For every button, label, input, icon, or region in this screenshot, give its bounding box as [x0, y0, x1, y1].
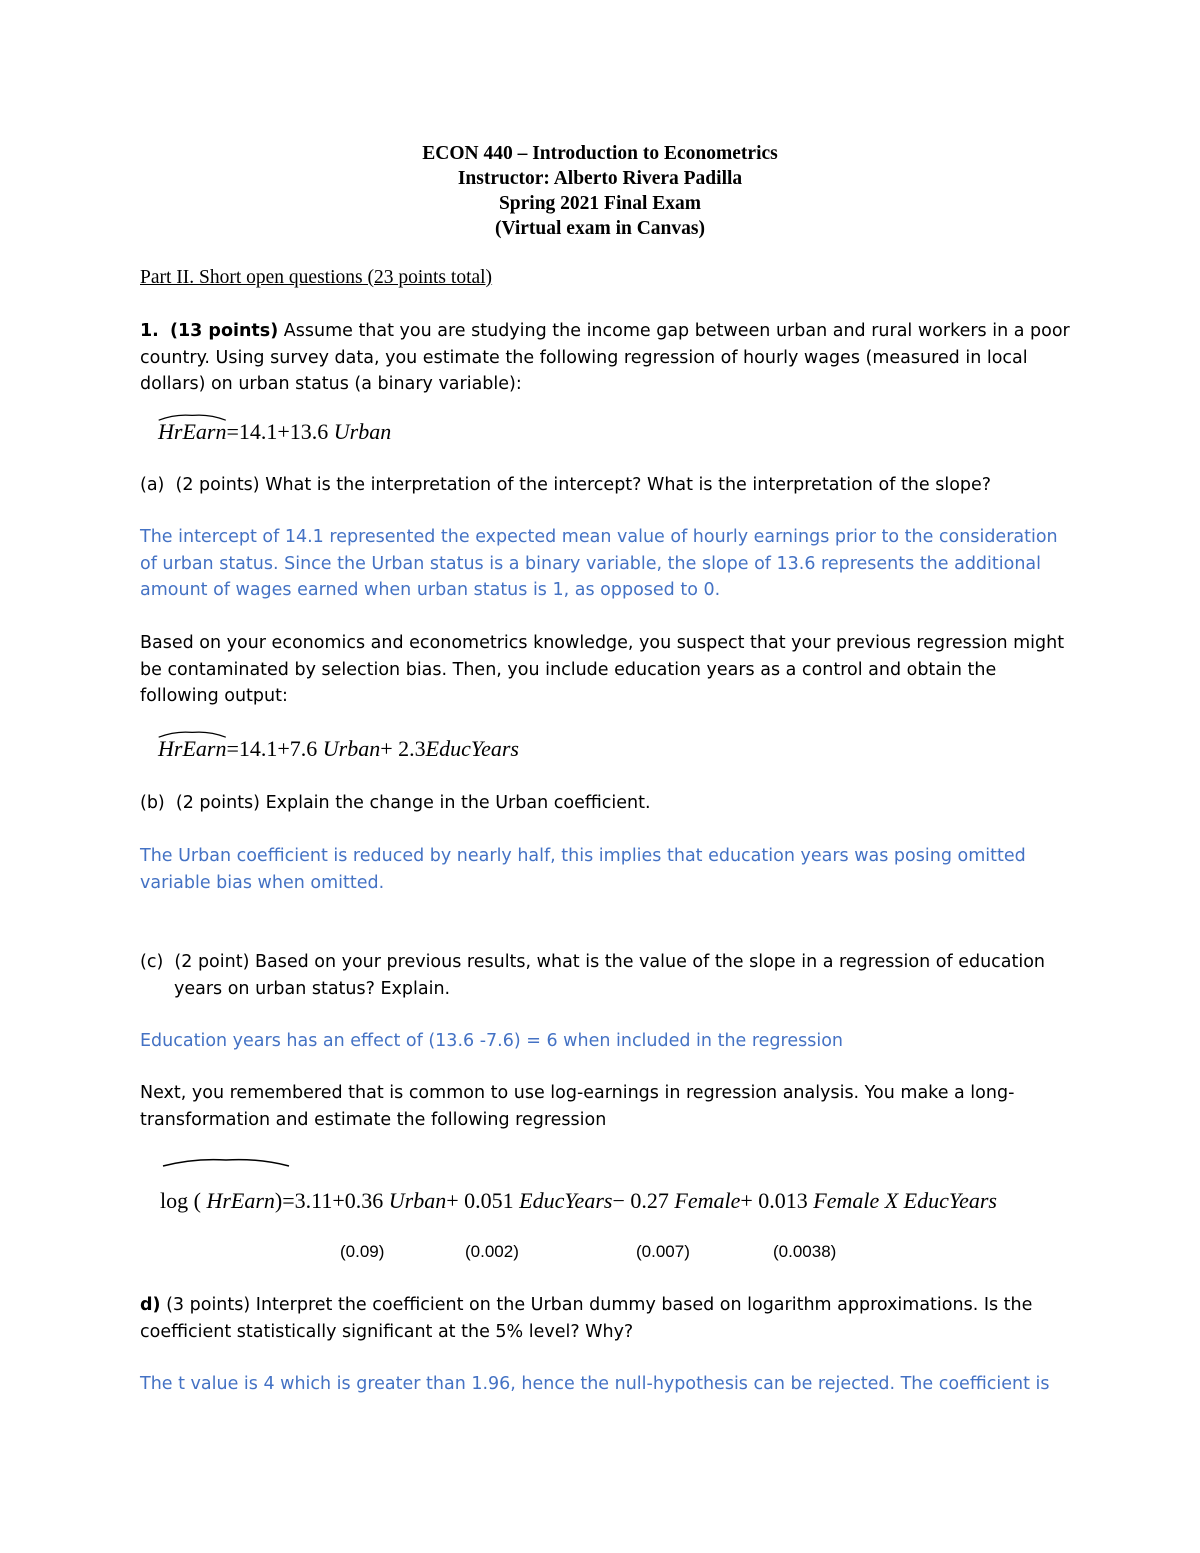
answer-a: The intercept of 14.1 represented the expected mean value of hourly earnings prior to the consideration of urban status. Since the Urban status is a binary variable, the slope of 13.6 represents the additional amount of wages earned when urban status is 1, as opposed to 0.	[140, 527, 1058, 600]
question-text: country. Using survey data, you estimate the following regression of hourly wages (measured in local	[140, 347, 1028, 368]
term-line: Spring 2021 Final Exam	[498, 193, 702, 214]
std-error-female: (0.007)	[636, 1242, 690, 1261]
question-d: d) (3 points) Interpret the coefficient on the Urban dummy based on logarithm approximations. Is the coefficient statistically significant at the 5% level? Why?	[140, 1295, 1033, 1342]
std-error-educyears: (0.002)	[465, 1242, 519, 1261]
answer-b: The Urban coefficient is reduced by nearly half, this implies that education years was posing omitted variable bias when omitted.	[140, 846, 1026, 893]
question-number: 1.	[140, 321, 159, 341]
question-points: (13 points)	[169, 321, 279, 341]
question-1	[140, 318, 1070, 398]
question-c: (c) (2 point) Based on your previous results, what is the value of the slope in a regression of education years on urban status? Explain.	[140, 952, 1046, 999]
exam-note: (Virtual exam in Canvas)	[495, 218, 705, 239]
instructor-line: Instructor: Alberto Rivera Padilla	[457, 168, 743, 189]
regression-equation-1: HrEarn=14.1+13.6 Urban	[158, 419, 391, 445]
hat-variable: HrEarn	[158, 419, 226, 445]
context-paragraph-1: Based on your economics and econometrics knowledge, you suspect that your previous regression might be contaminated by selection bias. Then, you include education years as a control and obtain the following output:	[140, 633, 1065, 706]
hat-overline	[162, 1153, 290, 1165]
part-title: Part II. Short open questions (23 points total)	[140, 267, 493, 288]
question-text: dollars) on urban status (a binary variable):	[140, 374, 522, 394]
std-error-interaction: (0.0038)	[773, 1242, 837, 1261]
answer-c: Education years has an effect of (13.6 -7.6) = 6 when included in the regression	[140, 1031, 844, 1051]
question-text: Assume that you are studying the income gap between urban and rural workers in a poor	[278, 321, 1070, 341]
context-paragraph-2: Next, you remembered that is common to use log-earnings in regression analysis. You make a long- transformation and estimate the following regression	[140, 1083, 1015, 1130]
std-error-urban: (0.09)	[340, 1242, 385, 1261]
course-title: ECON 440 – Introduction to Econometrics	[422, 143, 778, 164]
question-b: (b) (2 points) Explain the change in the Urban coefficient.	[140, 793, 651, 813]
hat-variable: HrEarn	[158, 736, 226, 762]
question-a: (a) (2 points) What is the interpretation of the intercept? What is the interpretation of the slope?	[140, 475, 992, 495]
answer-d: The t value is 4 which is greater than 1.96, hence the null-hypothesis can be rejected. The coefficient is	[140, 1374, 1050, 1394]
regression-equation-2: HrEarn=14.1+7.6 Urban+ 2.3EducYears	[158, 736, 519, 762]
regression-equation-3: log ( HrEarn)=3.11+0.36 Urban+ 0.051 EducYears− 0.27 Female+ 0.013 Female X EducYears	[160, 1188, 997, 1213]
